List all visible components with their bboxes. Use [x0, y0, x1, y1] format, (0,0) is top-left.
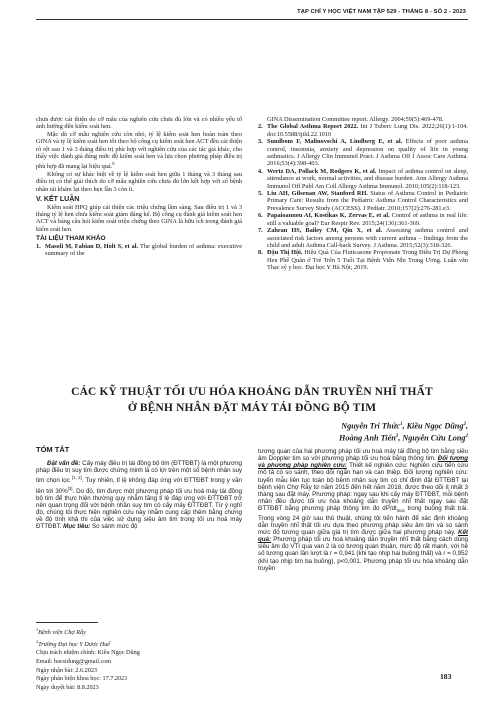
author-name: Nguyễn Tri Thức: [341, 421, 400, 431]
abstract-paragraph: tương quan của hai phương pháp tối ưu hoá máy tái đồng bộ tim bằng siêu âm Doppler tim so với phương pháp tối ưu hoá bằng thông tim. Đối tượng và phương pháp nghiên cứu: Thiết kế nghiên cứu: Nghiên cứu tiến cứu mô tả có so sánh, theo dõi ngắn hạn và can thiệp. Đối tượng nghiên cứu: tuyển mẫu liên tục toàn bộ bệnh nhân suy tim có chỉ định đặt ĐTTĐBT tại bệnh viện Chợ Rẫy từ năm 2015 đến hết năm 2018, được theo dõi ít nhất 3 tháng sau đặt máy. Phương pháp: ngay sau khi cấy máy ĐTTĐBT, mỗi bệnh nhân đều được tối ưu hóa khoảng dẫn truyền nhĩ thất ngay sau đặt ĐTTĐBT bằng phương pháp thông tim đo $dP/dt_{max}$ trong buồng thất trái. Trong vòng 24 giờ sau thủ thuật, chúng tôi tiến hành để xác định khoảng dẫn truyền nhĩ thất tối ưu dựa theo phương pháp siêu âm tim và so sánh mức độ tương quan giữa giá trị tìm được giữa hai phương pháp này. Kết quả: Phương pháp tối ưu hoá khoảng dẫn truyền nhĩ thất bằng cách dùng siêu âm đo VTI qua van 2 lá có tương quan thuận, mức độ rất mạnh, với hệ số tương quan lần lượt là r = 0,941 (khi tạo nhịp hai buồng thất) và r = 0,952 (khi tạo nhịp tim ba buồng), p<0,001. Phương pháp tối ưu hóa khoảng dẫn truyền: [258, 448, 468, 572]
author-name: Hoàng Anh Tiến: [339, 434, 396, 444]
received-date: Ngày nhận bài: 2.6.2023: [36, 666, 98, 674]
paragraph: [36, 131, 242, 171]
email-line: Email: bacsidung@gmail.com: [36, 657, 112, 665]
abstract-paragraph: Đặt vấn đề: Cấy máy điều trị tái đồng bộ tim (ĐTTĐBT) là một phương pháp điều trị suy tim được chứng minh là có lợi trên một số bệnh nhân suy tim chọn lọc [1, 2]. Tuy nhiên, tỉ lệ không đáp ứng với ĐTTĐBT trong y văn lên tới 30%[3]. Do đó, tìm được một phương pháp tối ưu hoá máy tái đồng bộ tim để thực hiện thường quy nhằm tăng tỉ lệ đáp ứng với ĐTTĐBT trở nên quan trọng đối với bệnh nhân suy tim có cấy máy ĐTTĐBT. Từ ý nghĩ đó, chúng tôi thực hiện nghiên cứu này nhằm cung cấp thêm bằng chứng về độ tính khả thi của việc sử dụng siêu âm tim trong tối ưu hoá máy ĐTTĐBT. Mục tiêu: So sánh mức độ: [36, 460, 242, 531]
reference-text: The Global Asthma Report 2022. Int J Tuberc Lung Dis. 2022;26(1):1-104. doi:10.5588/ijtld.22.1010: [267, 123, 469, 138]
reference-item: [258, 212, 468, 227]
article-title: [36, 384, 468, 416]
affiliation-2: $^2$Trường Đại học Y Dược Huế: [36, 638, 111, 648]
reference-item: [258, 227, 468, 249]
corresponding-author: Chịu trách nhiệm chính: Kiều Ngọc Dũng: [36, 649, 140, 657]
author-name: Nguyễn Cửu Long: [402, 434, 466, 444]
reference-text: Papaioannou AI, Kostikas K, Zervas E, et al. Control of asthma in real life: still a valuable goal? Eur Respir Rev. 2015;24(136):361-369.: [267, 212, 468, 227]
title-line-2: Ở BỆNH NHÂN ĐẶT MÁY TÁI ĐỒNG BỘ TIM: [127, 402, 377, 414]
author-name: Kiều Ngọc Dũng: [406, 421, 464, 431]
right-column-references: [258, 116, 468, 272]
reference-number: 1.: [36, 242, 41, 250]
reference-item: [258, 168, 468, 190]
paragraph-text: Mặc dù cỡ mẫu nghiên cứu còn nhỏ, tỷ lệ kiểm soát hen hoàn toàn theo GINA và tỷ lệ kiểm soát hen tốt theo bộ công cụ kiểm soát hen ACT đều cải thiện rõ rệt sau 1 và 3 tháng điều trị phù hợp với nghiên cứu của các tác giả khác, cho thấy việc đánh giá đúng mức độ kiểm soát hen và lựa chọn phương pháp điều trị phù hợp đã mang lại hiệu quả.: [36, 130, 242, 171]
references-heading: TÀI LIỆU THAM KHẢO: [36, 235, 106, 243]
abstract-right: [258, 448, 468, 572]
page-number: 183: [440, 672, 452, 681]
footnote-rule: [36, 622, 98, 623]
reference-text: Sundbom F, Malinovschi A, Lindberg E, et al. Effects of poor asthma control, insomnia, anxiety and depression on quality of life in young asthmatics. J Allergy Clin Immunol Pract. J Asthma Off J Assoc Care Asthma. 2016;53(4):398-403.: [267, 138, 468, 168]
citation: 8: [112, 161, 115, 167]
reference-continuation: GINA Dissemination Committee report. Allergy. 2004;59(5):469-478.: [267, 116, 444, 123]
affiliation-mark: 2: [465, 434, 468, 440]
authors-line-1: Nguyễn Tri Thức$^1$, Kiều Ngọc Dũng$^2$,: [341, 421, 468, 431]
journal-header: TẠP CHÍ Y HỌC VIỆT NAM TẬP 529 - THÁNG 8 - SỐ 2 - 2023: [297, 9, 466, 15]
left-column: [36, 116, 242, 257]
authors-line-2: Hoàng Anh Tiến$^2$, Nguyễn Cửu Long$^2$: [339, 434, 468, 444]
summary-heading: TÓM TẮT: [36, 445, 70, 454]
reference-number: 6.: [258, 212, 263, 220]
reference-number: 5.: [258, 190, 263, 198]
paragraph: chưa được cải thiện do cỡ mẫu của nghiên cứu chưa đủ lớn và có nhiều yếu tố ảnh hưởng đến kiểm soát hen.: [36, 116, 242, 131]
reference-number: 8.: [258, 249, 263, 257]
header-rule: [36, 19, 468, 20]
reference-text: Đậu Thị Hội. Hiệu Quả Của Fluticasone Propionate Trong Điều Trị Dự Phòng Hen Phế Quản ở Trẻ Trên 5 Tuổi Tại Bệnh Viện Nhi Trung Ương. Luận văn Thạc sỹ y học. Đại học Y Hà Nội; 2019.: [267, 249, 468, 272]
reference-number: 3.: [258, 138, 263, 146]
paragraph: Kiểm soát HPQ giúp cải thiện các triệu chứng lâm sàng. Sau điều trị 1 và 3 tháng tỷ lệ hen chưa kiểm soát giảm đáng kể. Bộ công cụ đánh giá kiểm soát hen ACT và bảng câu hỏi kiểm soát triệu chứng theo GINA là hữu ích trong đánh giá kiểm soát hen.: [36, 203, 242, 233]
reference-text: Wertz DA, Pollack M, Rodgers K, et al. Impact of asthma control on sleep, attendance at work, normal activities, and disease burden. Ann Allergy Asthma Immunol Off Publ Am Coll Allergy Asthma Immunol. 2010;105(2):118-123.: [267, 167, 468, 190]
author-list: [250, 420, 468, 445]
reference-item: [258, 123, 468, 138]
title-line-1: CÁC KỸ THUẬT TỐI ƯU HÓA KHOẢNG DẪN TRUYỀN NHĨ THẤT: [71, 386, 433, 398]
reference-item: [258, 249, 468, 271]
review-date: Ngày phản biện khoa học: 17.7.2023: [36, 675, 128, 683]
reference-list: [258, 123, 468, 271]
affiliation-mark: 1: [399, 422, 403, 427]
affiliation-mark: 2: [395, 434, 399, 440]
footnotes: [36, 626, 140, 692]
reference-item: [258, 138, 468, 168]
section-heading: V. KẾT LUẬN: [36, 196, 80, 204]
reference-item: [36, 243, 242, 258]
accepted-date: Ngày duyệt bài: 8.8.2023: [36, 683, 99, 691]
reference-number: 4.: [258, 167, 263, 175]
abstract-left: [36, 460, 242, 531]
affiliation-mark: 2: [463, 422, 466, 427]
reference-number: 2.: [258, 123, 263, 131]
reference-text: Zahran HS, Bailey CM, Qin X, et al. Assessing asthma control and associated risk factors among persons with current asthma – findings from the child and adult Asthma Call-back Survey. J Asthma. 2015;52(3):318-326.: [267, 227, 469, 249]
reference-text: Liu AH, Gilsenan AW, Stanford RH. Status of Asthma Control in Pediatric Primary Care: Results from the Pediatric Asthma Control Characteristics and Prevalence Survey Study (ACCESS). J Pediatr. 2010;157(2):276-281.e3.: [267, 190, 468, 212]
paragraph: Không có sự khác biệt về tỷ lệ kiểm soát hen giữa 1 tháng và 3 tháng sau điều trị có thể giải thích do cỡ mẫu nghiên cứu chưa đủ lớn kết hợp với số bệnh nhân tái khám lại theo hẹn lần 3 còn ít.: [36, 170, 242, 193]
reference-item: [258, 190, 468, 212]
reference-number: 7.: [258, 227, 263, 235]
affiliation-1: $^1$Bệnh viện Chợ Rẫy: [36, 627, 86, 637]
reference-text: Masoli M, Fabian D, Holt S, et al. The global burden of asthma: executive summary of the: [45, 242, 242, 257]
